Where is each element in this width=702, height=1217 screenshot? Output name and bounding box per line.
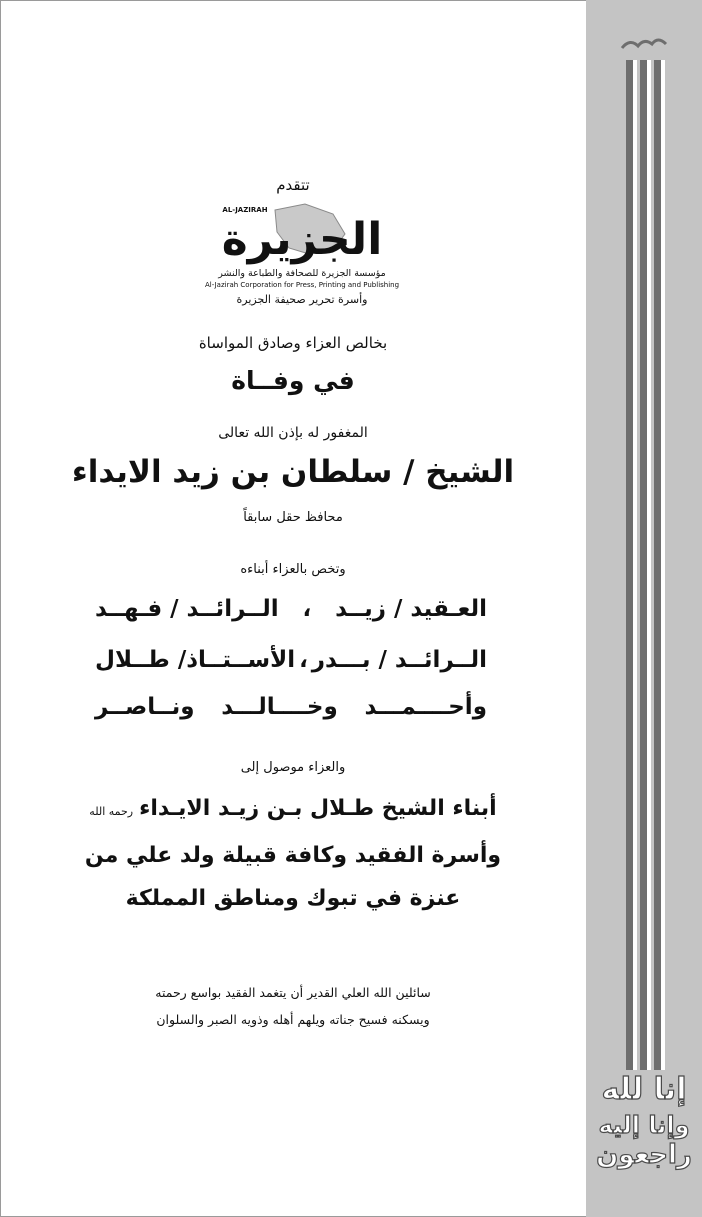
- extended-line-2: وأسرة الفقيد وكافة قبيلة ولد علي من: [84, 843, 502, 868]
- son-name: العـقيد / زيــد: [335, 596, 487, 622]
- verse-text: إنا لله: [601, 1072, 687, 1107]
- verse-text: وإنا إليه: [598, 1111, 690, 1139]
- stripe: [626, 60, 634, 1070]
- sons-intro: وتخص بالعزاء أبناءه: [240, 562, 346, 577]
- stripe: [640, 60, 648, 1070]
- stripe: [654, 60, 662, 1070]
- stripe: [661, 60, 665, 1070]
- rip-note: رحمه الله: [89, 805, 134, 818]
- al-jazirah-logo: [205, 198, 400, 310]
- deceased-title: محافظ حقل سابقاً: [243, 510, 343, 525]
- son-name: وأحــــمـــد: [364, 694, 487, 720]
- corp-arabic-text: مؤسسة الجزيرة للصحافة والطباعة والنشر: [218, 268, 386, 279]
- logo-latin-text: AL-JAZIRAH: [222, 206, 268, 214]
- son-name: الــرائــد / فـهــد: [95, 596, 279, 622]
- sons-row-1: [95, 596, 487, 622]
- death-heading: في وفــاة: [231, 366, 355, 395]
- condolence-extended-intro: والعزاء موصول إلى: [240, 760, 346, 775]
- closing-prayer-1: سائلين الله العلي القدير أن يتغمد الفقيد بواسع رحمته: [155, 985, 431, 1000]
- extended-line-1-text: أبناء الشيخ طـلال بـن زيـد الايـداء: [139, 796, 497, 821]
- intro-line: بخالص العزاء وصادق المواساة: [198, 334, 388, 352]
- corp-english-text: Al-Jazirah Corporation for Press, Printing and Publishing: [205, 281, 400, 289]
- side-banner: [586, 0, 702, 1217]
- verse-line-1: [586, 1072, 702, 1107]
- verse-text: راجعون: [596, 1140, 692, 1170]
- separator: ،: [299, 647, 308, 673]
- verse-line-2: [586, 1111, 702, 1139]
- verse-line-3: [586, 1140, 702, 1170]
- extended-line-1: [0, 796, 586, 821]
- son-name: الــرائــد / بـــدر: [311, 647, 487, 673]
- presents-label: تتقدم: [276, 176, 310, 194]
- al-jazirah-logo-graphic: [205, 198, 400, 310]
- sons-row-2: [95, 647, 487, 673]
- shadda-mark: [622, 40, 666, 48]
- decorative-stripes: [586, 0, 702, 1217]
- editorial-text: وأسرة تحرير صحيفة الجزيرة: [236, 293, 368, 306]
- stripe: [633, 60, 637, 1070]
- separator: ،: [302, 596, 312, 622]
- sons-row-3: [95, 694, 487, 720]
- son-name: وخــــالـــد: [221, 694, 338, 720]
- extended-line-3: عنزة في تبوك ومناطق المملكة: [125, 886, 461, 911]
- son-name: ونــاصــر: [95, 694, 195, 720]
- deceased-name: الشيخ / سلطان بن زيد الايداء: [71, 454, 515, 490]
- son-name: الأســتــاذ/ طــلال: [95, 647, 296, 673]
- logo-arabic-text: الجزيرة: [221, 214, 383, 265]
- prayer-line: المغفور له بإذن الله تعالى: [218, 425, 368, 441]
- stripe: [647, 60, 651, 1070]
- closing-prayer-2: ويسكنه فسيح جناته ويلهم أهله وذويه الصبر والسلوان: [156, 1012, 430, 1027]
